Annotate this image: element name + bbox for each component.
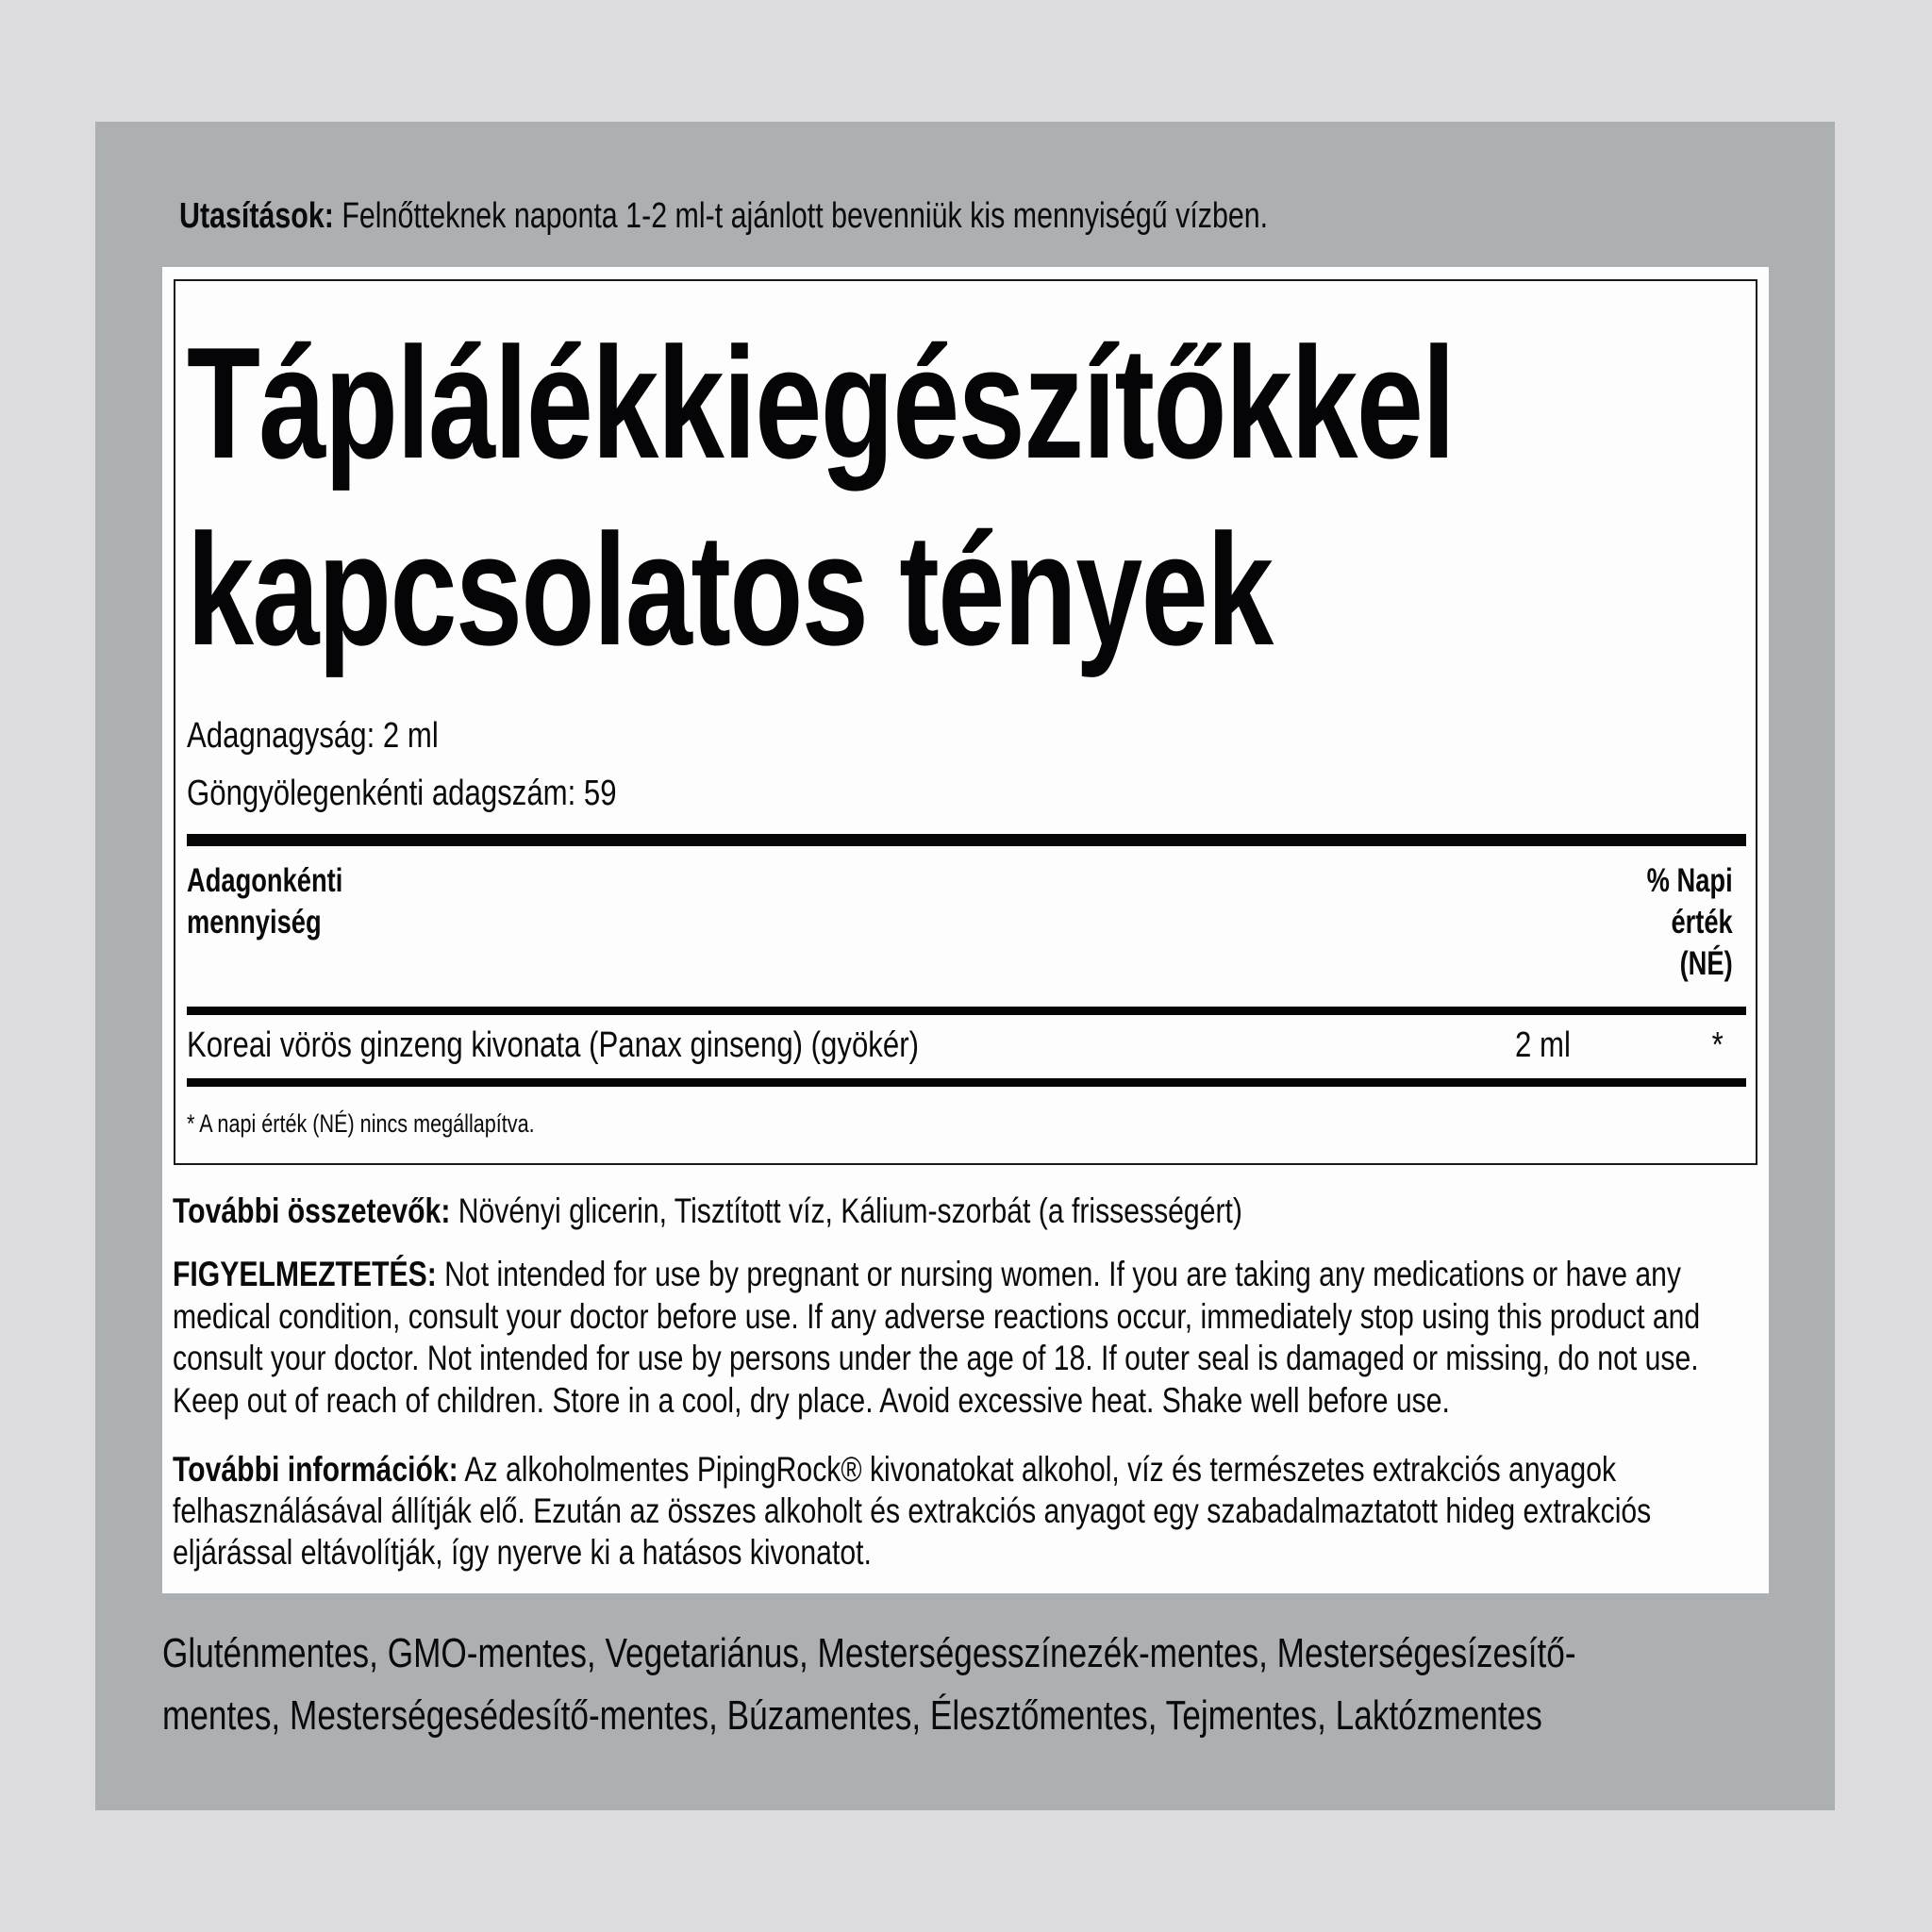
facts-title-line-1: Táplálékkiegészítőkkel (187, 314, 1455, 491)
warning-line-2: medical condition, consult your doctor before use. If any adverse reactions occur, immediately stop using this product and (173, 1296, 1701, 1336)
warning-label: FIGYELMEZTETÉS: (173, 1255, 437, 1293)
daily-value-header (1647, 860, 1733, 985)
ingredient-amount: 2 ml (1515, 1025, 1571, 1065)
daily-value-footnote: * A napi érték (NÉ) nincs megállapítva. (187, 1109, 535, 1138)
warning (173, 1254, 1795, 1422)
additional-info-line-2: felhasználásával állítják elő. Ezután az összes alkoholt és extrakciós anyagot egy szabadalmaztatott hideg extrakciós (173, 1491, 1652, 1530)
additional-info-line-1: Az alkoholmentes PipingRock® kivonatokat alkohol, víz és természetes extrakciós anyagok (458, 1450, 1617, 1489)
header-right-line-2: érték (1671, 904, 1733, 941)
thick-divider (187, 834, 1746, 846)
other-ingredients-text: Növényi glicerin, Tisztított víz, Kálium-szorbát (a frissességért) (450, 1191, 1242, 1230)
additional-info (173, 1448, 1795, 1574)
facts-title-line-2: kapcsolatos tények (187, 501, 1273, 678)
warning-line-3: consult your doctor. Not intended for use by persons under the age of 18. If outer seal is damaged or missing, do not use. (173, 1339, 1699, 1377)
ingredient-daily-value: * (1711, 1025, 1724, 1065)
serving-size: Adagnagyság: 2 ml (187, 716, 439, 756)
amount-per-serving-header (187, 860, 342, 943)
supplement-facts-box (174, 279, 1757, 1165)
header-left-line-2: mennyiség (187, 904, 322, 941)
free-from-line-1: Gluténmentes, GMO-mentes, Vegetariánus, Mesterségesszínezék-mentes, Mesterségesízesítő- (162, 1630, 1576, 1676)
header-right-line-3: (NÉ) (1679, 945, 1733, 982)
header-divider (187, 1007, 1746, 1015)
directions (179, 195, 1268, 237)
additional-info-line-3: eljárással eltávolítják, így nyerve ki a hatásos kivonatot. (173, 1533, 872, 1572)
row-divider (187, 1078, 1746, 1087)
additional-info-label: További információk: (173, 1450, 458, 1489)
header-right-line-1: % Napi (1646, 862, 1733, 899)
directions-text: Felnőtteknek naponta 1-2 ml-t ajánlott bevenniük kis mennyiségű vízben. (333, 196, 1269, 236)
warning-line-1: Not intended for use by pregnant or nursing women. If you are taking any medications or have any (436, 1255, 1681, 1293)
free-from-line-2: mentes, Mesterségesédesítő-mentes, Búzamentes, Élesztőmentes, Tejmentes, Laktózmentes (162, 1692, 1542, 1739)
warning-line-4: Keep out of reach of children. Store in a cool, dry place. Avoid excessive heat. Shake well before use. (173, 1380, 1450, 1420)
servings-per-container: Göngyölegenkénti adagszám: 59 (187, 774, 617, 813)
other-ingredients-label: További összetevők: (173, 1191, 451, 1230)
header-left-line-1: Adagonkénti (187, 862, 343, 899)
ingredient-name: Koreai vörös ginzeng kivonata (Panax ginseng) (gyökér) (187, 1025, 919, 1065)
other-ingredients (173, 1191, 1795, 1233)
free-from-claims (162, 1623, 1576, 1747)
directions-label: Utasítások: (179, 196, 334, 236)
